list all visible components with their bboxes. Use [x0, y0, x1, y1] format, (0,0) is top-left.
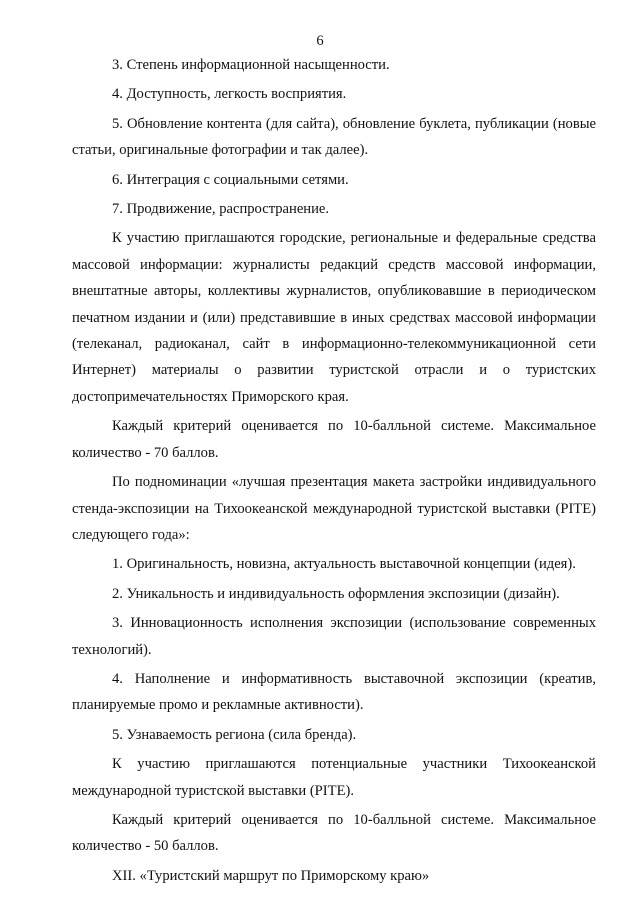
participants-paragraph: К участию приглашаются городские, региональные и федеральные средства массовой информации: журналисты редакций средств массовой информации, внештатные авторы, коллективы журналистов, опубликовавшие в периодическом печатном издании и (или) представившие в иных средствах массовой информации (телеканал, радиоканал, сайт в информационно-телекоммуникационной сети Интернет) материалы о развитии туристской отрасли и о туристских достопримечательностях Приморского края. [72, 230, 596, 405]
exhibit-criterion-2: 2. Уникальность и индивидуальность оформления экспозиции (дизайн). [112, 585, 560, 602]
criterion-7: 7. Продвижение, распространение. [112, 201, 330, 218]
criterion-4: 4. Доступность, легкость восприятия. [112, 86, 347, 103]
exhibit-criterion-4: 4. Наполнение и информативность выставочной экспозиции (креатив, планируемые промо и рекламные активности). [72, 670, 596, 714]
exhibit-scoring-paragraph: Каждый критерий оценивается по 10-балльной системе. Максимальное количество - 50 баллов. [72, 811, 596, 855]
section-heading: XII. «Туристский маршрут по Приморскому краю» [112, 867, 430, 884]
subnomination-paragraph: По подноминации «лучшая презентация макета застройки индивидуального стенда-экспозиции на Тихоокеанской международной туристской выставки (PITE) следующего года»: [72, 474, 596, 543]
criterion-6: 6. Интеграция с социальными сетями. [112, 171, 349, 188]
scoring-paragraph: Каждый критерий оценивается по 10-балльной системе. Максимальное количество - 70 баллов. [72, 418, 596, 461]
document-body [72, 52, 596, 889]
exhibit-criterion-5: 5. Узнаваемость региона (сила бренда). [112, 726, 357, 743]
exhibit-criterion-1: 1. Оригинальность, новизна, актуальность выставочной концепции (идея). [112, 556, 576, 573]
criterion-5: 5. Обновление контента (для сайта), обновление буклета, публикации (новые статьи, оригинальные фотографии и так далее). [72, 115, 596, 159]
exhibit-criterion-3: 3. Инновационность исполнения экспозиции (использование современных технологий). [72, 615, 596, 658]
criterion-3: 3. Степень информационной насыщенности. [112, 57, 390, 73]
exhibit-participants-paragraph: К участию приглашаются потенциальные участники Тихоокеанской международной туристской выставки (PITE). [72, 756, 596, 799]
page-number: 6 [316, 33, 324, 49]
